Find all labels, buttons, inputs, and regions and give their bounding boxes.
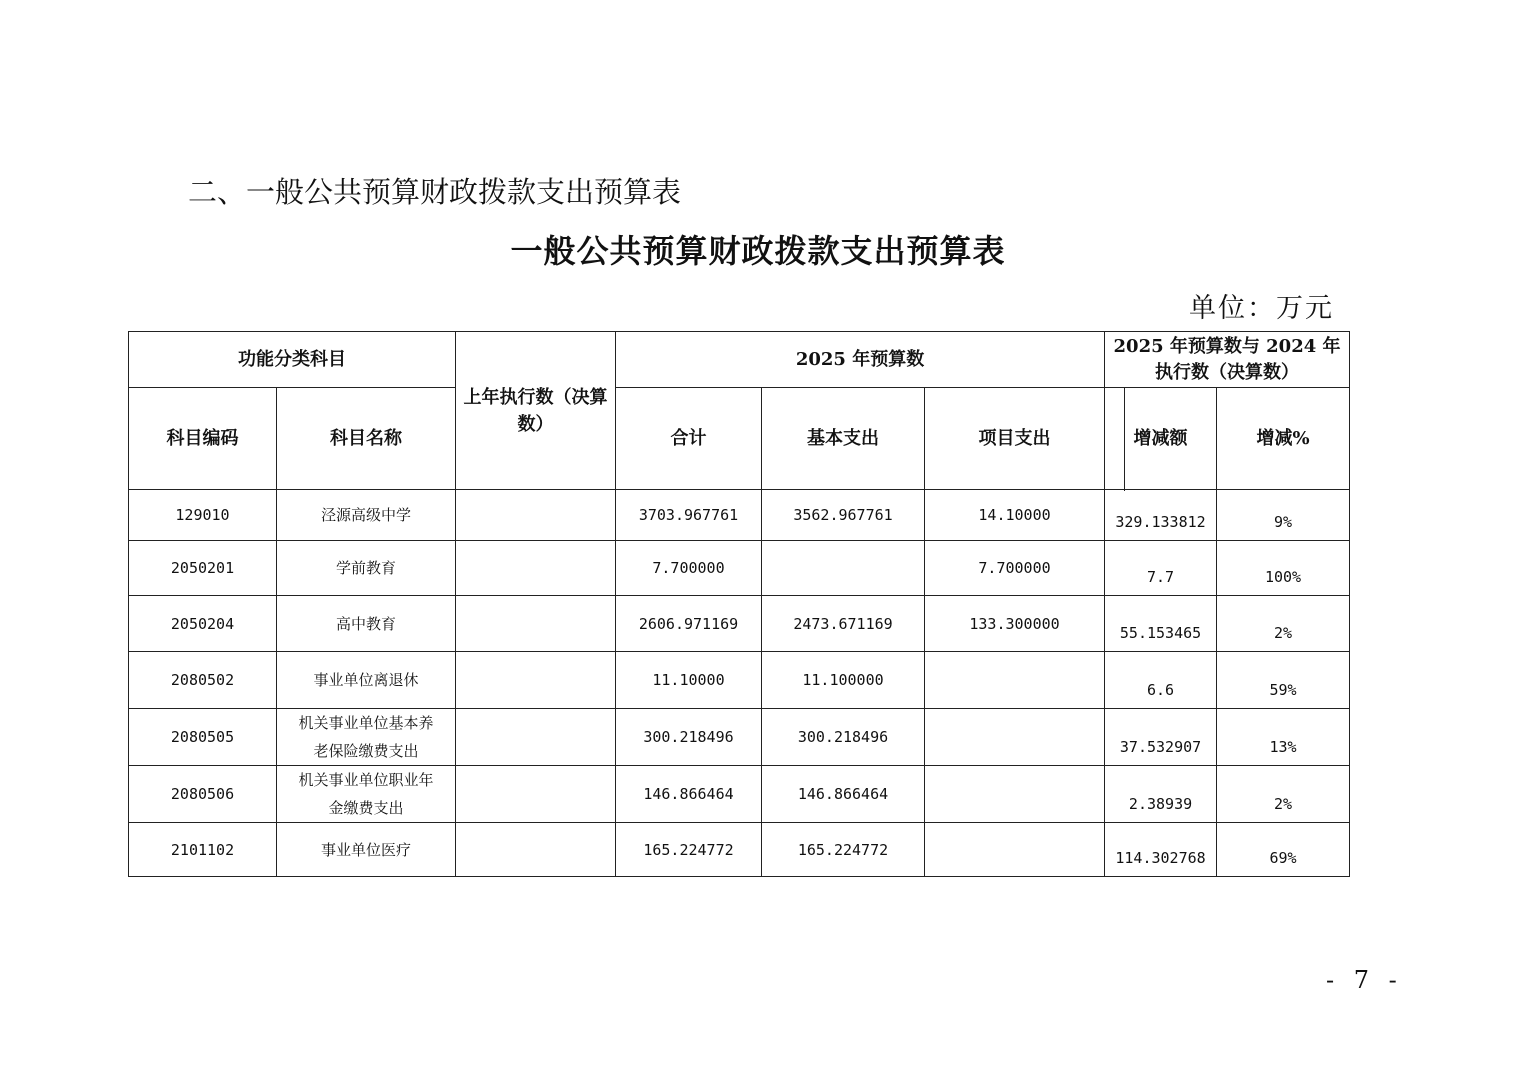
- row-name: 机关事业单位基本养老保险缴费支出: [277, 709, 456, 766]
- header-total: 合计: [616, 388, 762, 490]
- row-basic: 11.100000: [762, 652, 925, 709]
- row-name: 事业单位离退休: [277, 652, 456, 709]
- header-row-2: [129, 388, 1350, 490]
- row-pct: 69%: [1217, 823, 1350, 877]
- table-row: [129, 709, 1350, 766]
- header-name: 科目名称: [277, 388, 456, 490]
- row-name: 学前教育: [277, 541, 456, 596]
- header-compare: 2025 年预算数与 2024 年执行数（决算数）: [1105, 332, 1350, 388]
- row-basic: 3562.967761: [762, 490, 925, 541]
- row-prev: [456, 541, 616, 596]
- row-code: 2080506: [129, 766, 277, 823]
- row-project: [925, 766, 1105, 823]
- row-name: 高中教育: [277, 596, 456, 652]
- section-heading: 二、一般公共预算财政拨款支出预算表: [188, 175, 682, 209]
- row-project: 7.700000: [925, 541, 1105, 596]
- row-change: 114.302768: [1105, 823, 1217, 877]
- row-code: 2050204: [129, 596, 277, 652]
- row-total: 3703.967761: [616, 490, 762, 541]
- row-change: 6.6: [1105, 652, 1217, 709]
- row-change: 55.153465: [1105, 596, 1217, 652]
- row-project: 14.10000: [925, 490, 1105, 541]
- row-project: [925, 652, 1105, 709]
- header-row-1: [129, 332, 1350, 388]
- row-prev: [456, 596, 616, 652]
- row-change: 329.133812: [1105, 490, 1217, 541]
- row-prev: [456, 766, 616, 823]
- row-pct: 59%: [1217, 652, 1350, 709]
- header-basic: 基本支出: [762, 388, 925, 490]
- row-total: 11.10000: [616, 652, 762, 709]
- row-code: 129010: [129, 490, 277, 541]
- row-change: 37.532907: [1105, 709, 1217, 766]
- row-name: 泾源高级中学: [277, 490, 456, 541]
- row-change: 7.7: [1105, 541, 1217, 596]
- row-basic: 300.218496: [762, 709, 925, 766]
- table-row: [129, 652, 1350, 709]
- row-change: 2.38939: [1105, 766, 1217, 823]
- table-row: [129, 541, 1350, 596]
- budget-table: [128, 331, 1350, 877]
- header-divider-line: [1124, 388, 1125, 491]
- header-prev-exec: 上年执行数（决算数）: [456, 332, 616, 490]
- row-basic: 146.866464: [762, 766, 925, 823]
- row-name: 机关事业单位职业年金缴费支出: [277, 766, 456, 823]
- row-name: 事业单位医疗: [277, 823, 456, 877]
- row-total: 7.700000: [616, 541, 762, 596]
- document-title: [0, 226, 1520, 272]
- row-basic: 2473.671169: [762, 596, 925, 652]
- row-pct: 13%: [1217, 709, 1350, 766]
- row-prev: [456, 709, 616, 766]
- header-category: 功能分类科目: [129, 332, 456, 388]
- row-project: [925, 823, 1105, 877]
- table-row: [129, 596, 1350, 652]
- row-code: 2080502: [129, 652, 277, 709]
- row-prev: [456, 652, 616, 709]
- row-total: 165.224772: [616, 823, 762, 877]
- unit-label: 单位：万元: [1189, 293, 1334, 324]
- table-row: [129, 823, 1350, 877]
- document-title-text: 一般公共预算财政拨款支出预算表: [510, 232, 1006, 270]
- row-pct: 9%: [1217, 490, 1350, 541]
- row-total: 300.218496: [616, 709, 762, 766]
- row-pct: 2%: [1217, 766, 1350, 823]
- table-row: [129, 766, 1350, 823]
- row-basic: [762, 541, 925, 596]
- row-pct: 2%: [1217, 596, 1350, 652]
- header-code: 科目编码: [129, 388, 277, 490]
- row-code: 2080505: [129, 709, 277, 766]
- header-budget-2025: 2025 年预算数: [616, 332, 1105, 388]
- row-prev: [456, 490, 616, 541]
- row-code: 2101102: [129, 823, 277, 877]
- row-project: [925, 709, 1105, 766]
- row-basic: 165.224772: [762, 823, 925, 877]
- table-row: [129, 490, 1350, 541]
- row-total: 146.866464: [616, 766, 762, 823]
- header-change-pct: 增减%: [1217, 388, 1350, 490]
- row-code: 2050201: [129, 541, 277, 596]
- row-project: 133.300000: [925, 596, 1105, 652]
- row-pct: 100%: [1217, 541, 1350, 596]
- row-total: 2606.971169: [616, 596, 762, 652]
- header-change-amount: 增减额: [1105, 388, 1217, 490]
- header-project: 项目支出: [925, 388, 1105, 490]
- row-prev: [456, 823, 616, 877]
- page-number: - 7 -: [1326, 966, 1403, 994]
